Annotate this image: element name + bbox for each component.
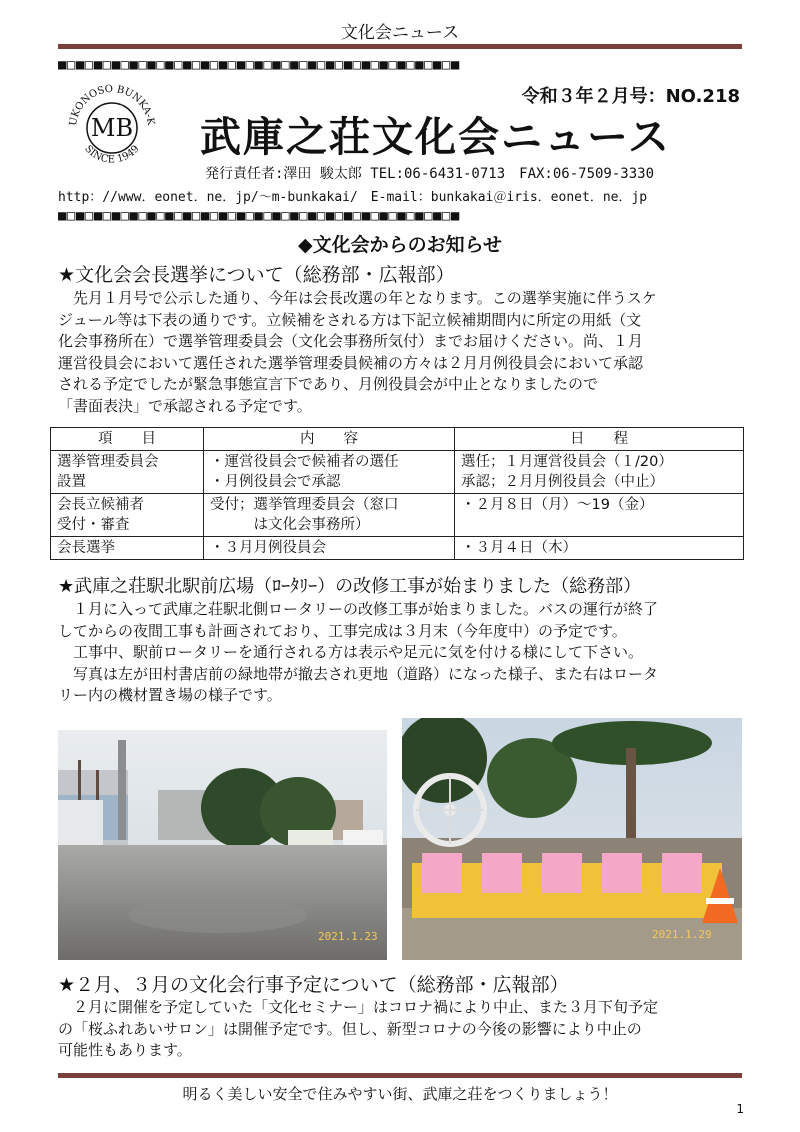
issue-number: 令和３年２月号：NO.218 bbox=[521, 86, 740, 107]
article1-line: される予定でしたが緊急事態宣言下であり、月例役員会が中止となりましたので bbox=[58, 375, 599, 393]
table-cell-item: 選挙管理委員会 設置 bbox=[51, 451, 204, 494]
article3-line: ２月に開催を予定していた「文化セミナー」はコロナ禍により中止、また３月下旬予定 bbox=[58, 998, 659, 1016]
photo-station-plaza bbox=[58, 730, 387, 960]
election-schedule-table bbox=[50, 427, 744, 560]
article1-body bbox=[58, 288, 748, 417]
article1-line: ジュール等は下表の通りです。立候補をされる方は下記立候補期間内に所定の用紙（文 bbox=[58, 310, 642, 329]
table-row bbox=[51, 494, 744, 537]
header-rule bbox=[58, 44, 742, 49]
article2-line: リー内の機材置き場の様子です。 bbox=[58, 686, 282, 704]
masthead-title: 武庫之荘文化会ニュース bbox=[200, 113, 671, 161]
article2-line: 写真は左が田村書店前の緑地帯が撤去され更地（道路）になった様子、また右はロータ bbox=[58, 664, 659, 683]
table-cell-item: 会長選挙 bbox=[51, 537, 204, 560]
article1-line: 「書面表決」で承認される予定です。 bbox=[58, 396, 312, 415]
article2-heading: ★武庫之荘駅北駅前広場（ﾛｰﾀﾘｰ）の改修工事が始まりました（総務部） bbox=[58, 576, 642, 597]
pattern-row-bottom: ■□■□■□■□■□■□■□■□■□■□■□■□■□■□■□■□■□■□■□■□■□■□■ bbox=[58, 208, 460, 224]
table-row bbox=[51, 451, 744, 494]
table-cell-content: 受付；選挙管理委員会（窓口 は文化会事務所） bbox=[204, 494, 455, 537]
table-header: 日 程 bbox=[455, 428, 744, 451]
running-title: 文化会ニュース bbox=[340, 23, 460, 43]
table-header: 項 目 bbox=[51, 428, 204, 451]
publisher-line: 発行責任者:澤田 駿太郎 TEL:06-6431-0713 FAX:06-7509-3330 bbox=[205, 166, 655, 182]
table-cell-content: ・３月月例役員会 bbox=[204, 537, 455, 560]
article1-line: 運営役員会において選任された選挙管理委員候補の方々は２月月例役員会において承認 bbox=[58, 353, 644, 372]
article3-body bbox=[58, 997, 748, 1062]
article1-line: 化会事務所在）で選挙管理委員会（文化会事務所気付）までお届けください。尚、１月 bbox=[58, 332, 644, 350]
page-number: 1 bbox=[736, 1102, 744, 1116]
footer-rule bbox=[58, 1073, 742, 1078]
article2-body bbox=[58, 599, 748, 707]
table-header-row bbox=[51, 428, 744, 451]
article3-line: 可能性もあります。 bbox=[58, 1041, 192, 1059]
table-cell-schedule: ・３月４日（木） bbox=[455, 537, 744, 560]
article3-heading: ★２月、３月の文化会行事予定について（総務部・広報部） bbox=[58, 974, 569, 996]
article2-line: １月に入って武庫之荘駅北側ロータリーの改修工事が始まりました。バスの運行が終了 bbox=[58, 600, 659, 618]
logo-ring-bottom: SINCE 1949 bbox=[82, 143, 142, 166]
svg-text:SINCE 1949 bbox=[82, 143, 141, 165]
table-header: 内 容 bbox=[204, 428, 455, 451]
article2-line: してからの夜間工事も計画されており、工事完成は３月末（今年度中）の予定です。 bbox=[58, 621, 627, 640]
logo-ring-top: UKONOSO BUNKA-K bbox=[67, 83, 156, 127]
article3-line: の「桜ふれあいサロン」は開催予定です。但し、新型コロナの今後の影響により中止の bbox=[58, 1019, 642, 1038]
table-row bbox=[51, 537, 744, 560]
table-cell-item: 会長立候補者 受付・審査 bbox=[51, 494, 204, 537]
logo-initials: MB bbox=[90, 114, 134, 142]
pattern-row-top: ■□■□■□■□■□■□■□■□■□■□■□■□■□■□■□■□■□■□■□■□■□■□■ bbox=[58, 57, 460, 73]
table-cell-content: ・運営役員会で候補者の選任 ・月例役員会で承認 bbox=[204, 451, 455, 494]
footer-slogan: 明るく美しい安全で住みやすい街、武庫之荘をつくりましょう！ bbox=[182, 1085, 618, 1103]
article1-heading: ★文化会会長選挙について（総務部・広報部） bbox=[58, 264, 455, 286]
contact-urls: http：//www．eonet．ne．jp/～m-bunkakai/ E-mail：bunkakai＠iris．eonet．ne．jp bbox=[58, 190, 648, 205]
mb-logo bbox=[62, 78, 162, 178]
photo-right-date-stamp: 2021.1.29 bbox=[652, 928, 712, 941]
article1-line: 先月１月号で公示した通り、今年は会長改選の年となります。この選挙実施に伴うスケ bbox=[58, 289, 657, 307]
photo-equipment-storage bbox=[402, 718, 742, 960]
article2-line: 工事中、駅前ロータリーを通行される方は表示や足元に気を付ける様にして下さい。 bbox=[58, 643, 644, 661]
photo-left-date-stamp: 2021.1.23 bbox=[318, 930, 378, 943]
section-title: ◆文化会からのお知らせ bbox=[297, 234, 503, 256]
table-cell-schedule: ・２月８日（月）～19（金） bbox=[455, 494, 744, 537]
table-cell-schedule: 選任；１月運営役員会（１/20） 承認；２月月例役員会（中止） bbox=[455, 451, 744, 494]
